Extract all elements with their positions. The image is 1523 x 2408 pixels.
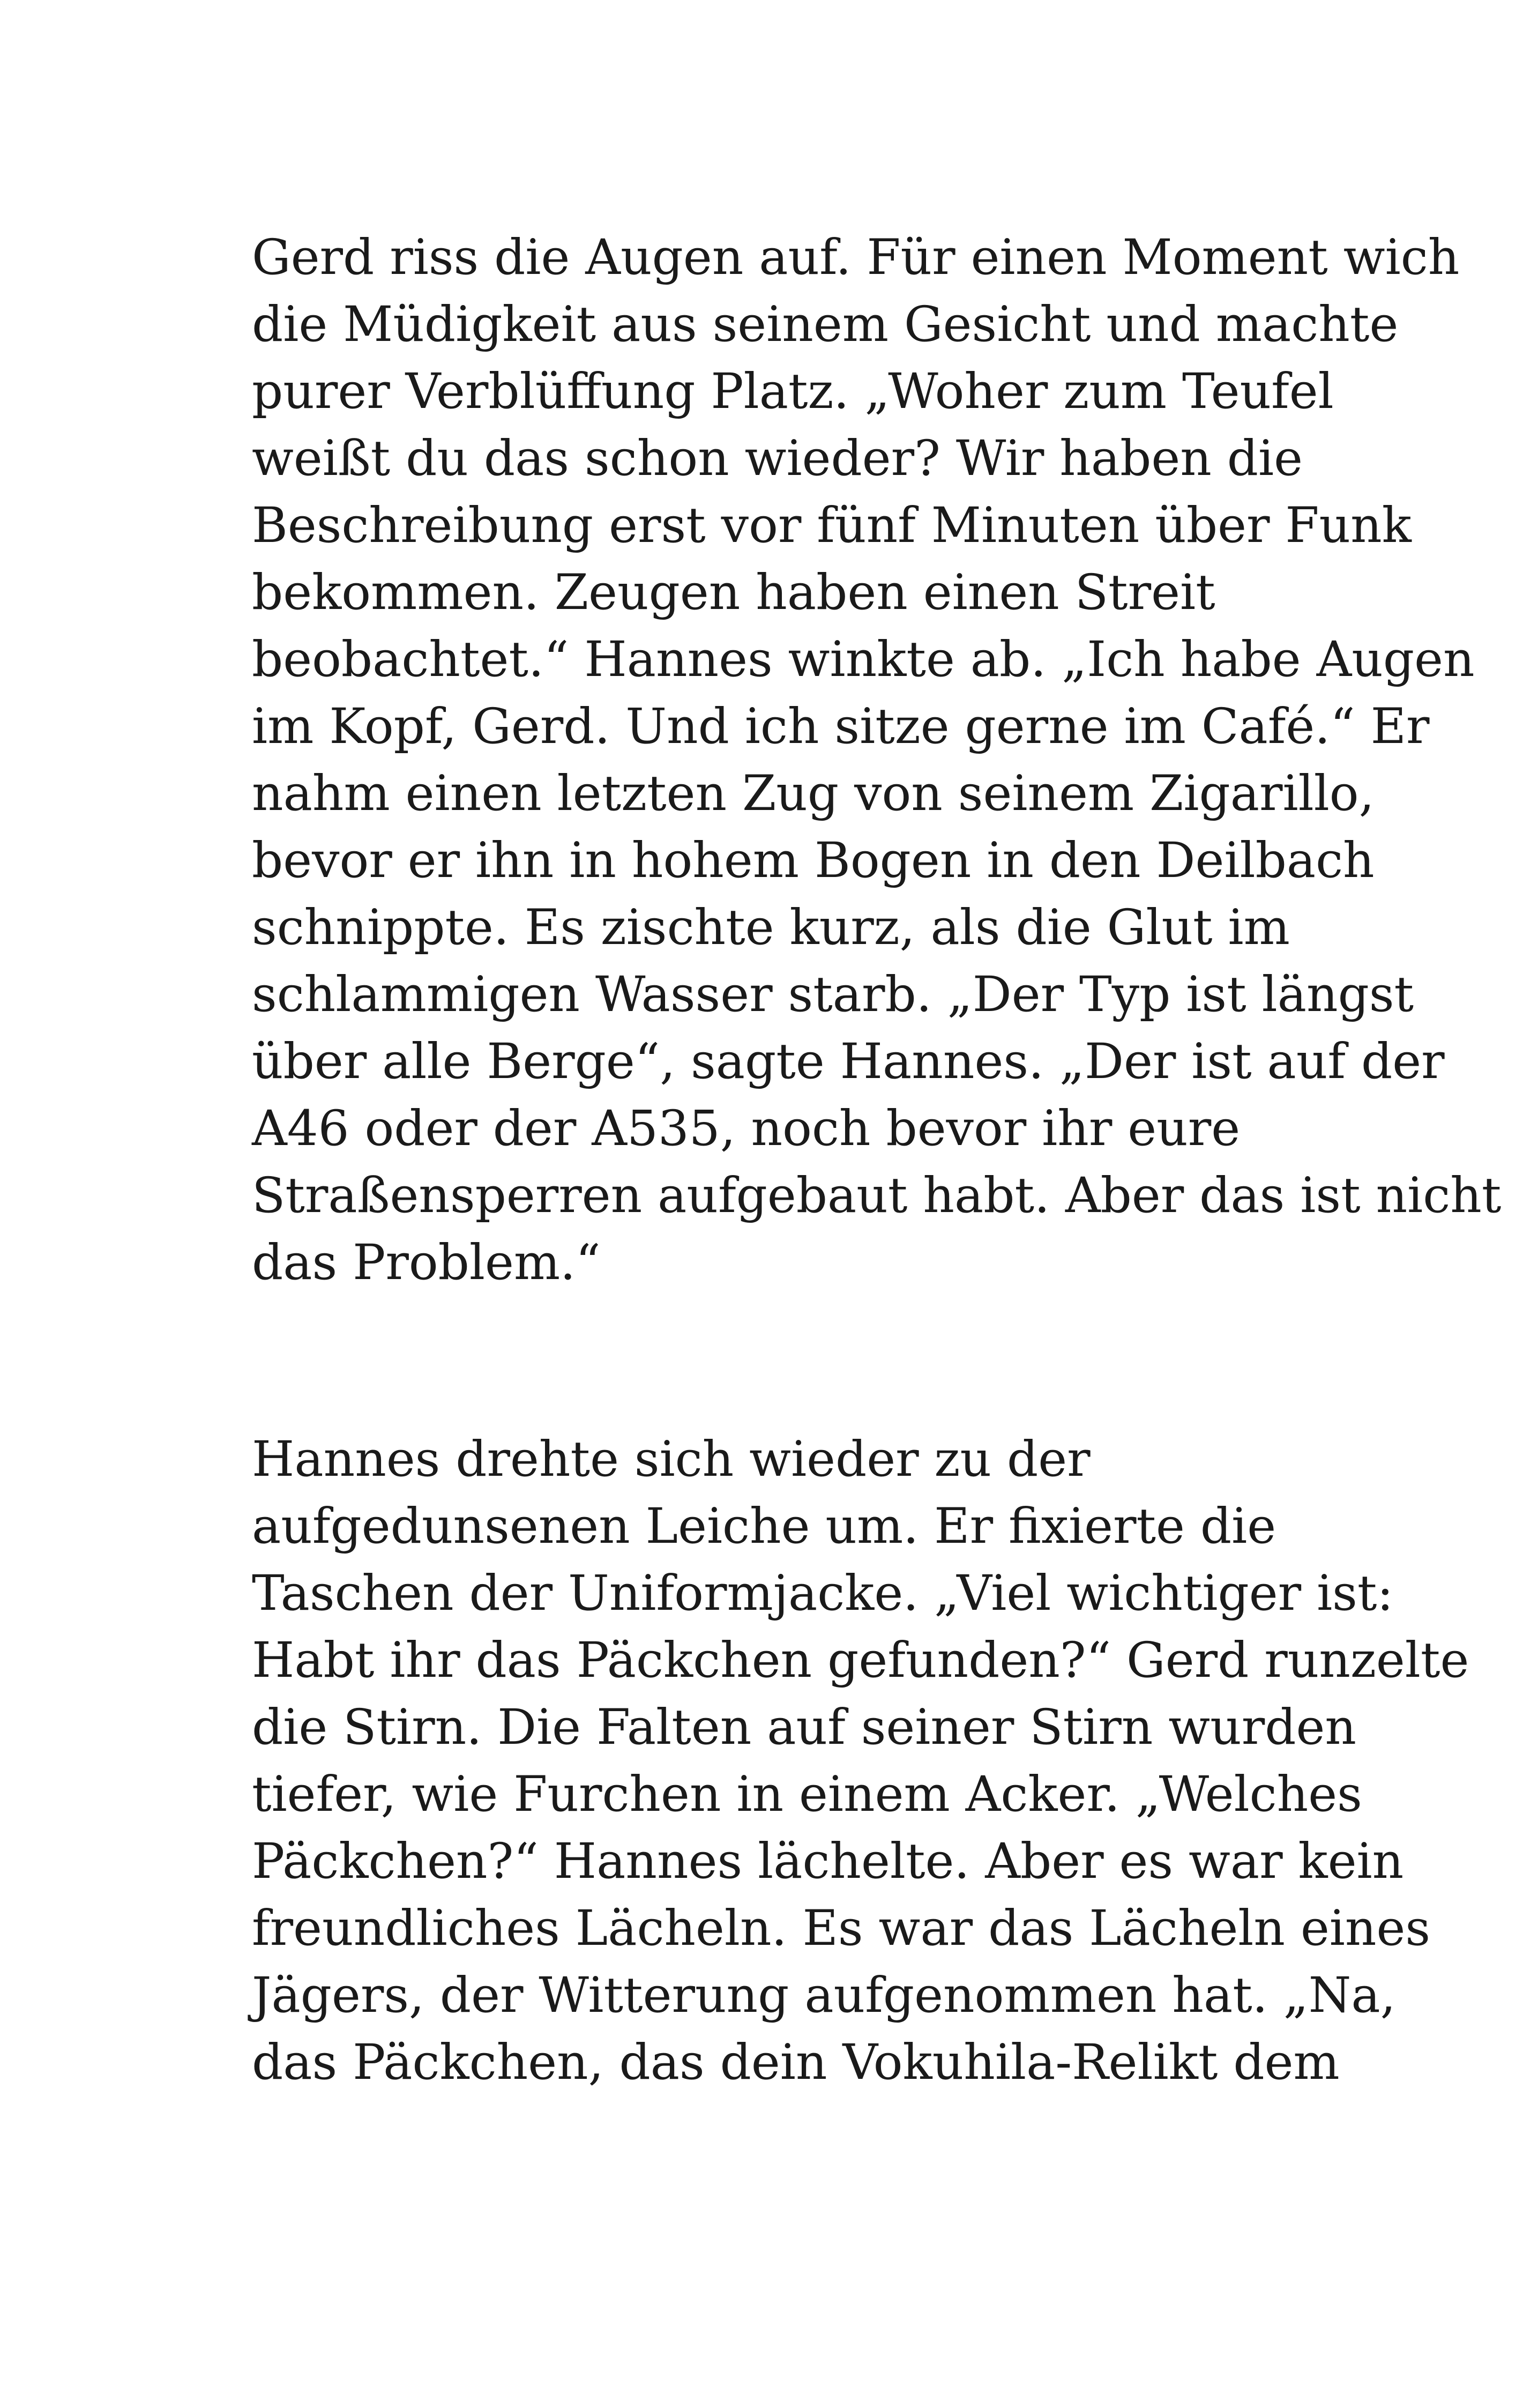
text-line: schlammigen Wasser starb. „Der Typ ist längst [252, 967, 1414, 1023]
text-line: schnippte. Es zischte kurz, als die Glut im [252, 900, 1290, 956]
text-line: Straßensperren aufgebaut habt. Aber das ist nicht [252, 1168, 1502, 1224]
text-line: das Päckchen, das dein Vokuhila-Relikt dem [252, 2034, 1340, 2091]
text-line: Hannes drehte sich wieder zu der [252, 1431, 1091, 1488]
text-line: Päckchen?“ Hannes lächelte. Aber es war kein [252, 1833, 1404, 1890]
text-line: freundliches Lächeln. Es war das Lächeln eines [252, 1900, 1431, 1957]
text-line: nahm einen letzten Zug von seinem Zigarillo, [252, 765, 1375, 822]
text-line: weißt du das schon wieder? Wir haben die [252, 430, 1303, 487]
paragraph-1 [252, 224, 1502, 1296]
text-line: Gerd riss die Augen auf. Für einen Moment wich [252, 229, 1460, 286]
text-line: das Problem.“ [252, 1235, 601, 1291]
text-line: die Müdigkeit aus seinem Gesicht und machte [252, 296, 1399, 353]
text-line: über alle Berge“, sagte Hannes. „Der ist auf der [252, 1034, 1445, 1090]
text-line: beobachtet.“ Hannes winkte ab. „Ich habe Augen [252, 631, 1475, 688]
text-line: bekommen. Zeugen haben einen Streit [252, 564, 1215, 621]
text-line: Taschen der Uniformjacke. „Viel wichtiger ist: [252, 1565, 1394, 1622]
text-line: die Stirn. Die Falten auf seiner Stirn wurden [252, 1699, 1357, 1756]
text-line: purer Verblüffung Platz. „Woher zum Teufel [252, 363, 1334, 420]
text-line: im Kopf, Gerd. Und ich sitze gerne im Café.“ Er [252, 698, 1430, 755]
text-line: bevor er ihn in hohem Bogen in den Deilbach [252, 833, 1375, 889]
text-line: Jägers, der Witterung aufgenommen hat. „Na, [252, 1967, 1396, 2024]
text-line: tiefer, wie Furchen in einem Acker. „Welches [252, 1766, 1362, 1823]
paragraph-2 [252, 1426, 1469, 2096]
text-line: aufgedunsenen Leiche um. Er fixierte die [252, 1498, 1276, 1555]
text-line: Habt ihr das Päckchen gefunden?“ Gerd runzelte [252, 1632, 1469, 1689]
text-line: Beschreibung erst vor fünf Minuten über Funk [252, 497, 1412, 554]
text-line: A46 oder der A535, noch bevor ihr eure [252, 1101, 1241, 1157]
